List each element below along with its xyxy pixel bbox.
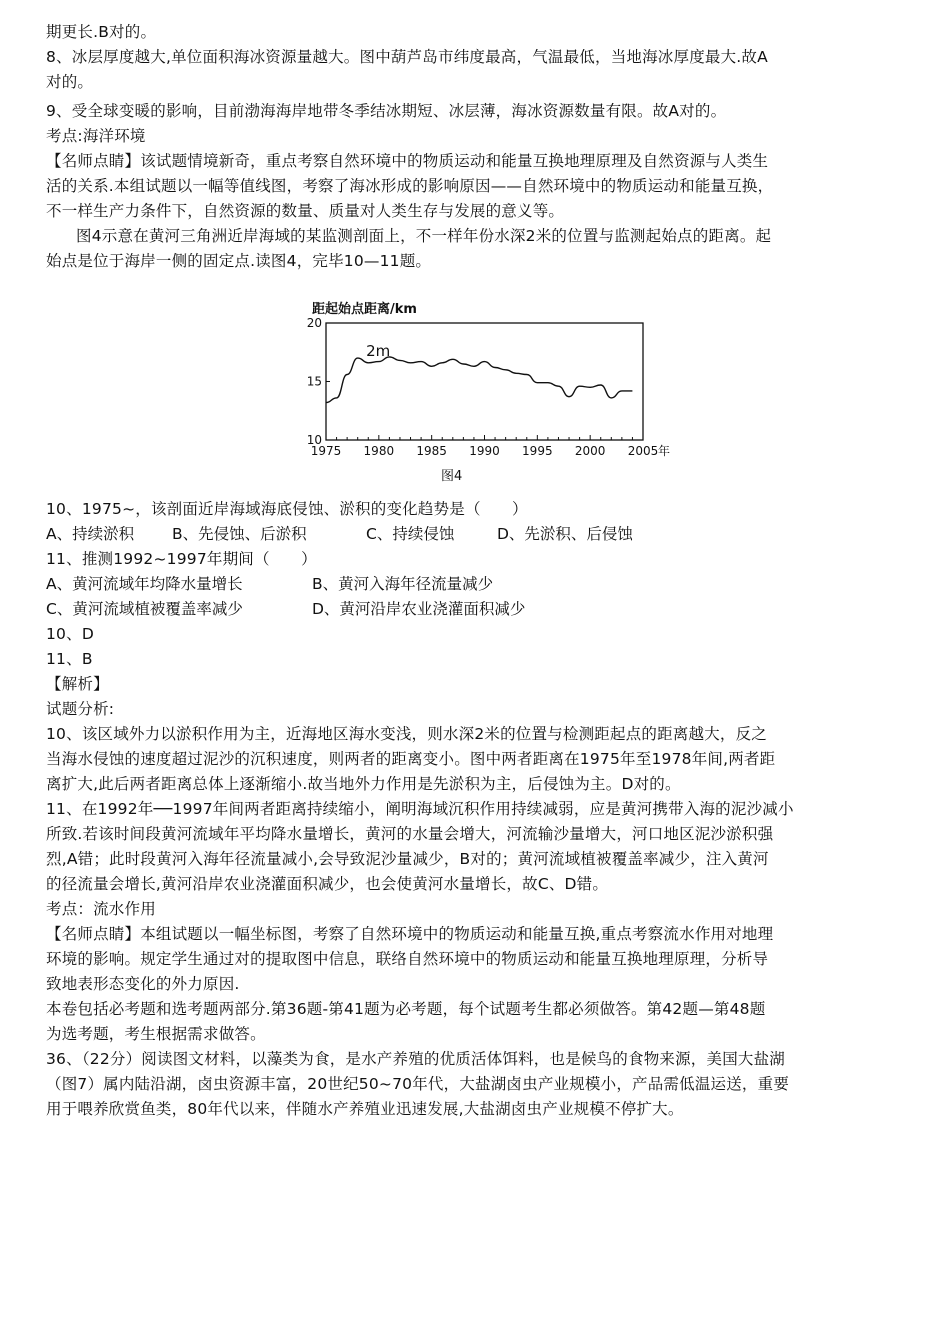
- text-line: 不一样生产力条件下，自然资源的数量、质量对人类生存与发展的意义等。: [46, 202, 565, 220]
- x-tick-label: 1990: [469, 444, 500, 458]
- x-tick-label: 1975: [310, 444, 342, 458]
- text-line: 离扩大,此后两者距离总体上逐渐缩小.故当地外力作用是先淤积为主，后侵蚀为主。D对的。: [46, 775, 681, 793]
- text-line: 始点是位于海岸一侧的固定点.读图4，完毕10—11题。: [46, 252, 432, 270]
- text-line: 9、受全球变暖的影响，目前渤海海岸地带冬季结冰期短、冰层薄，海冰资源数量有限。故A对的。: [46, 102, 727, 120]
- q11-option-b: B、黄河入海年径流量减少: [312, 575, 494, 593]
- q10-option-c: C、持续侵蚀: [366, 525, 455, 543]
- q11-option-c: C、黄河流域植被覆盖率减少: [46, 600, 243, 618]
- plot-frame: [326, 323, 643, 440]
- text-line: 考点：流水作用: [46, 900, 156, 918]
- figure-caption: 图4: [441, 469, 463, 484]
- text-line: 致地表形态变化的外力原因.: [46, 975, 240, 993]
- text-line: 10、该区域外力以淤积作用为主，近海地区海水变浅，则水深2米的位置与检测距起点的距离越大，反之: [46, 725, 767, 743]
- text-line: 所致.若该时间段黄河流域年平均降水量增长，黄河的水量会增大，河流输沙量增大，河口地区泥沙淤积强: [46, 825, 774, 843]
- q11-option-d: D、黄河沿岸农业浇灌面积减少: [312, 600, 526, 618]
- text-line: 8、冰层厚度越大,单位面积海冰资源量越大。图中葫芦岛市纬度最高，气温最低，当地海冰厚度最大.故A: [46, 48, 768, 66]
- text-line: 当海水侵蚀的速度超过泥沙的沉积速度，则两者的距离变小。图中两者距离在1975年至1978年间,两者距: [46, 750, 776, 768]
- figure-4-line-chart: [296, 299, 686, 489]
- series-line-2m: [326, 357, 632, 403]
- series-label: 2m: [366, 341, 391, 360]
- analysis-heading: 【解析】: [46, 675, 109, 693]
- q10-option-b: B、先侵蚀、后淤积: [172, 525, 307, 543]
- text-line: 考点:海洋环境: [46, 127, 146, 145]
- q10-option-d: D、先淤积、后侵蚀: [497, 525, 633, 543]
- y-tick-label: 15: [306, 374, 322, 389]
- x-tick-label: 1985: [416, 444, 447, 458]
- x-tick-label: 1980: [363, 444, 395, 458]
- text-line: 图4示意在黄河三角洲近岸海域的某监测剖面上，不一样年份水深2米的位置与监测起始点的距离。起: [76, 227, 772, 245]
- y-tick-label: 20: [306, 316, 322, 330]
- text-line: 本卷包括必考题和选考题两部分.第36题-第41题为必考题，每个试题考生都必须做答。第42题—第48题: [46, 1000, 766, 1018]
- q10-option-a: A、持续淤积: [46, 525, 135, 543]
- text-line: 用于喂养欣赏鱼类，80年代以来，伴随水产养殖业迅速发展,大盐湖卤虫产业规模不停扩大。: [46, 1100, 684, 1118]
- text-line: 11、在1992年──1997年间两者距离持续缩小，阐明海域沉积作用持续减弱，应是黄河携带入海的泥沙减小: [46, 800, 794, 818]
- x-tick-label: 2000: [574, 444, 606, 458]
- text-line: （图7）属内陆沿湖，卤虫资源丰富，20世纪50~70年代，大盐湖卤虫产业规模小，产品需低温运送，重要: [46, 1075, 790, 1093]
- x-tick-label: 2005: [627, 444, 659, 458]
- text-line: 期更长.B对的。: [46, 23, 157, 41]
- x-tick-label: 1995: [522, 444, 553, 458]
- text-line: 【名师点睛】该试题情境新奇，重点考察自然环境中的物质运动和能量互换地理原理及自然资源与人类生: [46, 152, 769, 170]
- text-line: 试题分析:: [46, 700, 115, 718]
- x-axis-year-suffix: 年: [658, 444, 671, 458]
- q11-option-a: A、黄河流域年均降水量增长: [46, 575, 243, 593]
- text-line: 活的关系.本组试题以一幅等值线图，考察了海冰形成的影响原因——自然环境中的物质运动和能量互换，: [46, 177, 774, 195]
- text-line: 的径流量会增长,黄河沿岸农业浇灌面积减少，也会使黄河水量增长，故C、D错。: [46, 875, 609, 893]
- y-axis-label: 距起始点距离/km: [312, 302, 417, 317]
- text-line: 36、（22分）阅读图文材料，以藻类为食，是水产养殖的优质活体饵料，也是候鸟的食物来源，美国大盐湖: [46, 1050, 785, 1068]
- text-line: 【名师点睛】本组试题以一幅坐标图，考察了自然环境中的物质运动和能量互换,重点考察流水作用对地理: [46, 925, 774, 943]
- text-line: 对的。: [46, 73, 94, 91]
- answer-10: 10、D: [46, 625, 94, 643]
- y-tick-label: 10: [306, 433, 322, 447]
- text-line: 环境的影响。规定学生通过对的提取图中信息，联络自然环境中的物质运动和能量互换地理原理，分析导: [46, 950, 769, 968]
- question-10-stem: 10、1975~，该剖面近岸海域海底侵蚀、淤积的变化趋势是（ ）: [46, 500, 528, 518]
- answer-11: 11、B: [46, 650, 93, 668]
- text-line: 为选考题，考生根据需求做答。: [46, 1025, 266, 1043]
- text-line: 烈,A错；此时段黄河入海年径流量减小,会导致泥沙量减少，B对的；黄河流域植被覆盖率减少，注入黄河: [46, 850, 769, 868]
- question-11-stem: 11、推测1992~1997年期间（ ）: [46, 550, 317, 568]
